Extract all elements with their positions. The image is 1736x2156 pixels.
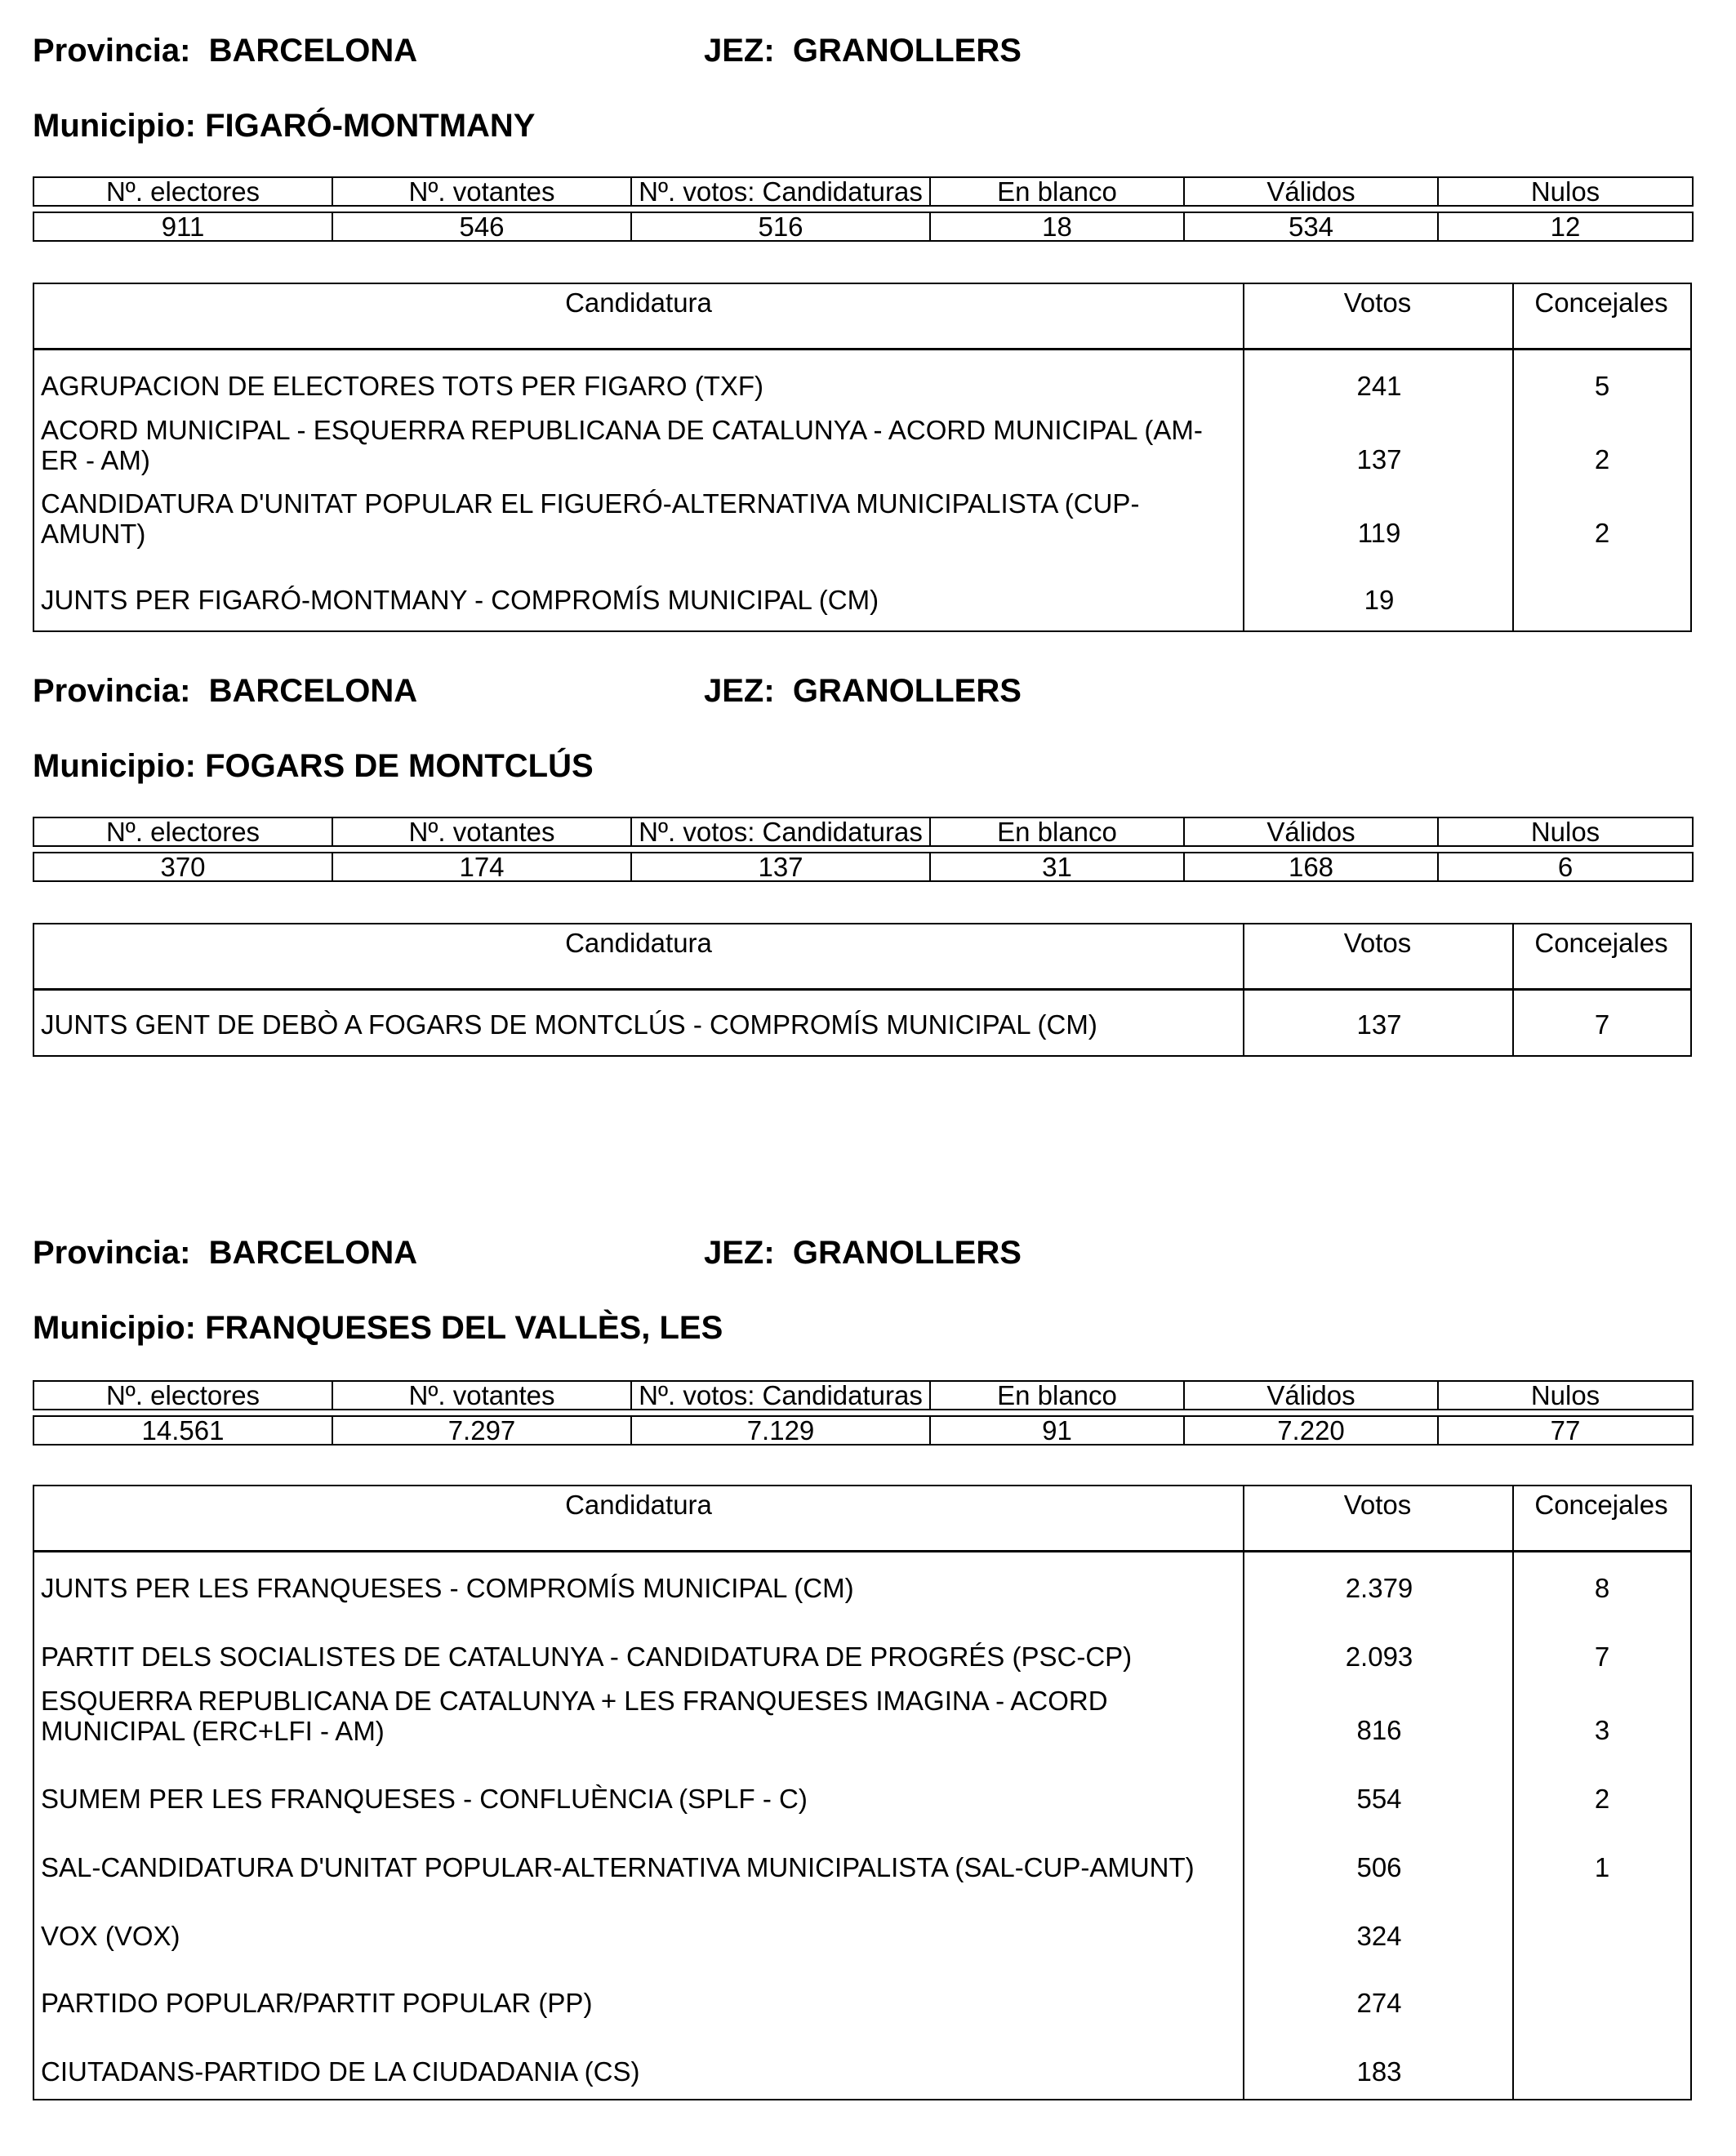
candidate-votes: 324 bbox=[1356, 1921, 1402, 1951]
candidate-name: JUNTS PER FIGARÓ-MONTMANY - COMPROMÍS MUNICIPAL (CM) bbox=[41, 585, 879, 615]
stats-nulos: 77 bbox=[1438, 1416, 1693, 1445]
municipio-value: FIGARÓ-MONTMANY bbox=[205, 108, 536, 144]
candidate-name: VOX (VOX) bbox=[41, 1921, 180, 1951]
header-votos: Votos bbox=[1343, 287, 1412, 318]
stats-nulos: 12 bbox=[1438, 212, 1693, 241]
stats-nulos: 6 bbox=[1438, 853, 1693, 881]
jez-line bbox=[704, 31, 1022, 70]
stats-header-votantes: Nº. votantes bbox=[332, 177, 631, 206]
header-concejales: Concejales bbox=[1534, 1490, 1668, 1520]
candidate-name: PARTIT DELS SOCIALISTES DE CATALUNYA - CANDIDATURA DE PROGRÉS (PSC-CP) bbox=[41, 1642, 1133, 1672]
candidate-name: PARTIDO POPULAR/PARTIT POPULAR (PP) bbox=[41, 1988, 593, 2018]
candidates-table bbox=[33, 1485, 1692, 2100]
stats-header-electores: Nº. electores bbox=[33, 1381, 332, 1410]
stats-header-validos: Válidos bbox=[1184, 177, 1438, 206]
candidates-table bbox=[33, 923, 1692, 1057]
stats-header-validos: Válidos bbox=[1184, 817, 1438, 846]
stats-header-votos-candidaturas: Nº. votos: Candidaturas bbox=[631, 817, 930, 846]
jez-value: GRANOLLERS bbox=[792, 33, 1022, 69]
stats-header-nulos: Nulos bbox=[1438, 1381, 1693, 1410]
candidate-votes: 183 bbox=[1356, 2056, 1402, 2087]
header-candidatura: Candidatura bbox=[565, 928, 712, 958]
candidate-name: SAL-CANDIDATURA D'UNITAT POPULAR-ALTERNATIVA MUNICIPALISTA (SAL-CUP-AMUNT) bbox=[41, 1852, 1195, 1882]
stats-header-nulos: Nulos bbox=[1438, 177, 1693, 206]
candidate-votes: 19 bbox=[1364, 585, 1395, 615]
stats-header-en-blanco: En blanco bbox=[930, 1381, 1184, 1410]
provincia-value: BARCELONA bbox=[208, 1235, 418, 1271]
stats-header-en-blanco: En blanco bbox=[930, 177, 1184, 206]
provincia-value: BARCELONA bbox=[208, 33, 418, 69]
provincia-value: BARCELONA bbox=[208, 673, 418, 709]
candidate-name: CIUTADANS-PARTIDO DE LA CIUDADANIA (CS) bbox=[41, 2056, 640, 2087]
stats-header-nulos: Nulos bbox=[1438, 817, 1693, 846]
stats-header-row bbox=[33, 817, 1693, 846]
stats-validos: 168 bbox=[1184, 853, 1438, 881]
stats-header-votos-candidaturas: Nº. votos: Candidaturas bbox=[631, 177, 930, 206]
jez-label: JEZ: bbox=[704, 673, 775, 709]
municipio-line bbox=[33, 1308, 723, 1348]
municipio-value: FOGARS DE MONTCLÚS bbox=[205, 748, 594, 784]
candidate-seats: 7 bbox=[1594, 1642, 1610, 1672]
stats-votos-candidaturas: 137 bbox=[631, 853, 930, 881]
candidate-name: ACORD MUNICIPAL - ESQUERRA REPUBLICANA DE CATALUNYA - ACORD MUNICIPAL (AM-ER - AM) bbox=[41, 415, 1203, 475]
candidate-seats: 1 bbox=[1594, 1852, 1610, 1882]
municipio-label: Municipio: bbox=[33, 1310, 196, 1346]
jez-label: JEZ: bbox=[704, 33, 775, 69]
candidate-votes: 137 bbox=[1356, 444, 1402, 474]
candidate-name: CANDIDATURA D'UNITAT POPULAR EL FIGUERÓ-ALTERNATIVA MUNICIPALISTA (CUP-AMUNT) bbox=[41, 488, 1140, 549]
stats-value-row bbox=[33, 212, 1693, 241]
stats-header-electores: Nº. electores bbox=[33, 817, 332, 846]
stats-validos: 7.220 bbox=[1184, 1416, 1438, 1445]
jez-value: GRANOLLERS bbox=[792, 1235, 1022, 1271]
stats-header-row bbox=[33, 177, 1693, 206]
candidate-name: SUMEM PER LES FRANQUESES - CONFLUÈNCIA (SPLF - C) bbox=[41, 1784, 808, 1814]
provincia-line bbox=[33, 1233, 417, 1272]
candidate-name: AGRUPACION DE ELECTORES TOTS PER FIGARO (TXF) bbox=[41, 371, 764, 401]
candidate-votes: 2.093 bbox=[1345, 1642, 1413, 1672]
jez-value: GRANOLLERS bbox=[792, 673, 1022, 709]
provincia-label: Provincia: bbox=[33, 1235, 191, 1271]
stats-votantes: 7.297 bbox=[332, 1416, 631, 1445]
stats-header-validos: Válidos bbox=[1184, 1381, 1438, 1410]
candidates-table bbox=[33, 283, 1692, 632]
municipio-line bbox=[33, 746, 594, 786]
candidate-seats: 7 bbox=[1594, 1009, 1610, 1040]
stats-table bbox=[33, 817, 1694, 882]
candidate-votes: 816 bbox=[1356, 1715, 1402, 1745]
stats-value-row bbox=[33, 853, 1693, 881]
stats-votantes: 174 bbox=[332, 853, 631, 881]
candidate-seats: 2 bbox=[1594, 444, 1610, 474]
stats-header-votantes: Nº. votantes bbox=[332, 817, 631, 846]
candidate-seats: 8 bbox=[1594, 1573, 1610, 1603]
stats-validos: 534 bbox=[1184, 212, 1438, 241]
municipio-value: FRANQUESES DEL VALLÈS, LES bbox=[205, 1310, 723, 1346]
candidate-votes: 2.379 bbox=[1345, 1573, 1413, 1603]
provincia-label: Provincia: bbox=[33, 33, 191, 69]
provincia-line bbox=[33, 31, 417, 70]
candidate-votes: 274 bbox=[1356, 1988, 1402, 2018]
stats-electores: 370 bbox=[33, 853, 332, 881]
candidate-name: JUNTS GENT DE DEBÒ A FOGARS DE MONTCLÚS - COMPROMÍS MUNICIPAL (CM) bbox=[41, 1009, 1097, 1040]
provincia-label: Provincia: bbox=[33, 673, 191, 709]
header-votos: Votos bbox=[1343, 928, 1412, 958]
stats-electores: 911 bbox=[33, 212, 332, 241]
stats-table bbox=[33, 1380, 1694, 1446]
stats-votos-candidaturas: 7.129 bbox=[631, 1416, 930, 1445]
header-votos: Votos bbox=[1343, 1490, 1412, 1520]
municipio-line bbox=[33, 106, 536, 145]
candidate-seats: 5 bbox=[1594, 371, 1610, 401]
municipio-label: Municipio: bbox=[33, 108, 196, 144]
jez-line bbox=[704, 1233, 1022, 1272]
candidate-votes: 137 bbox=[1356, 1009, 1402, 1040]
candidate-votes: 119 bbox=[1357, 518, 1401, 548]
stats-header-electores: Nº. electores bbox=[33, 177, 332, 206]
stats-header-votantes: Nº. votantes bbox=[332, 1381, 631, 1410]
candidate-seats: 2 bbox=[1594, 1784, 1610, 1814]
stats-table bbox=[33, 176, 1694, 242]
candidate-votes: 241 bbox=[1356, 371, 1402, 401]
municipio-label: Municipio: bbox=[33, 748, 196, 784]
stats-header-en-blanco: En blanco bbox=[930, 817, 1184, 846]
header-concejales: Concejales bbox=[1534, 287, 1668, 318]
stats-header-votos-candidaturas: Nº. votos: Candidaturas bbox=[631, 1381, 930, 1410]
stats-en-blanco: 31 bbox=[930, 853, 1184, 881]
provincia-line bbox=[33, 671, 417, 710]
stats-electores: 14.561 bbox=[33, 1416, 332, 1445]
candidates-header bbox=[34, 284, 1690, 350]
stats-votos-candidaturas: 516 bbox=[631, 212, 930, 241]
candidate-seats: 2 bbox=[1594, 518, 1610, 548]
jez-label: JEZ: bbox=[704, 1235, 775, 1271]
candidate-name: JUNTS PER LES FRANQUESES - COMPROMÍS MUNICIPAL (CM) bbox=[41, 1573, 854, 1603]
header-candidatura: Candidatura bbox=[565, 1490, 712, 1520]
jez-line bbox=[704, 671, 1022, 710]
candidate-name: ESQUERRA REPUBLICANA DE CATALUNYA + LES FRANQUESES IMAGINA - ACORD MUNICIPAL (ERC+LFI - AM) bbox=[41, 1686, 1108, 1746]
candidates-header bbox=[34, 1486, 1690, 1552]
stats-en-blanco: 18 bbox=[930, 212, 1184, 241]
candidates-header bbox=[34, 924, 1690, 991]
stats-value-row bbox=[33, 1416, 1693, 1445]
candidate-seats: 3 bbox=[1594, 1715, 1610, 1745]
header-concejales: Concejales bbox=[1534, 928, 1668, 958]
stats-en-blanco: 91 bbox=[930, 1416, 1184, 1445]
header-candidatura: Candidatura bbox=[565, 287, 712, 318]
stats-header-row bbox=[33, 1381, 1693, 1410]
candidate-votes: 506 bbox=[1356, 1852, 1402, 1882]
stats-votantes: 546 bbox=[332, 212, 631, 241]
candidate-votes: 554 bbox=[1356, 1784, 1402, 1814]
